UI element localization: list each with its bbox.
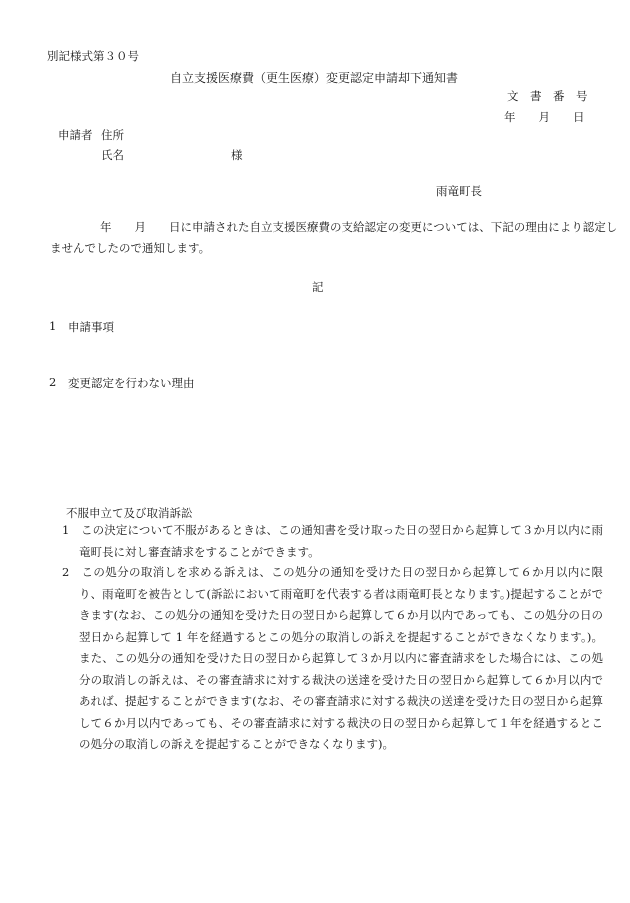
appeal-item-1	[62, 520, 603, 563]
section-2-label: 変更認定を行わない理由	[68, 376, 195, 390]
applicant-address-label: 住所	[101, 128, 124, 142]
applicant-label: 申請者	[58, 128, 93, 142]
document-number-label: 文 書 番 号	[507, 89, 588, 103]
form-number: 別記様式第３０号	[47, 49, 139, 63]
section-1-number: 1	[49, 319, 57, 333]
appeal-heading: 不服申立て及び取消訴訟	[66, 506, 193, 520]
appeal-item-2	[62, 562, 603, 756]
appeal-item-1-text: この決定について不服があるときは、この通知書を受け取った日の翌日から起算して３か月以内に雨竜町長に対し審査請求をすることができます。	[79, 523, 604, 559]
intro-paragraph	[50, 217, 618, 259]
appeal-item-1-number: 1	[62, 523, 70, 537]
honorific: 様	[231, 148, 243, 162]
section-1-label: 申請事項	[68, 320, 114, 334]
intro-line-1: 年 月 日に申請された自立支援医療費の支給認定の変更については、下記の理由により認定し	[100, 220, 618, 234]
appeal-item-2-number: 2	[62, 565, 70, 579]
document-title: 自立支援医療費（更生医療）変更認定申請却下通知書	[170, 71, 459, 85]
section-2-number: 2	[49, 375, 57, 389]
intro-line-2: ませんでしたので通知します。	[50, 241, 211, 255]
date-line: 年 月 日	[504, 110, 585, 124]
applicant-name-label: 氏名	[101, 148, 124, 162]
issuer: 雨竜町長	[436, 184, 482, 198]
ki-heading: 記	[312, 280, 324, 294]
appeal-item-2-text: この処分の取消しを求める訴えは、この処分の通知を受けた日の翌日から起算して６か月以内に限り、雨竜町を被告として(訴訟において雨竜町を代表する者は雨竜町長となります。)提起することができます(なお、この処分の通知を受けた日の翌日から起算して６か月以内であっても、この処分の日の翌日から起算して 1 年を経過するとこの処分の取消しの訴えを提起することができなくなります。)。また、この処分の通知を受けた日の翌日から起算して３か月以内に審査請求をした場合には、この処分の取消しの訴えは、その審査請求に対する裁決の送達を受けた日の翌日から起算して６か月以内であれば、提起することができます(なお、その審査請求に対する裁決の送達を受けた日の翌日から起算して６か月以内であっても、その審査請求に対する裁決の日の翌日から起算して１年を経過するとこの処分の取消しの訴えを提起することができなくなります)。	[79, 565, 603, 751]
